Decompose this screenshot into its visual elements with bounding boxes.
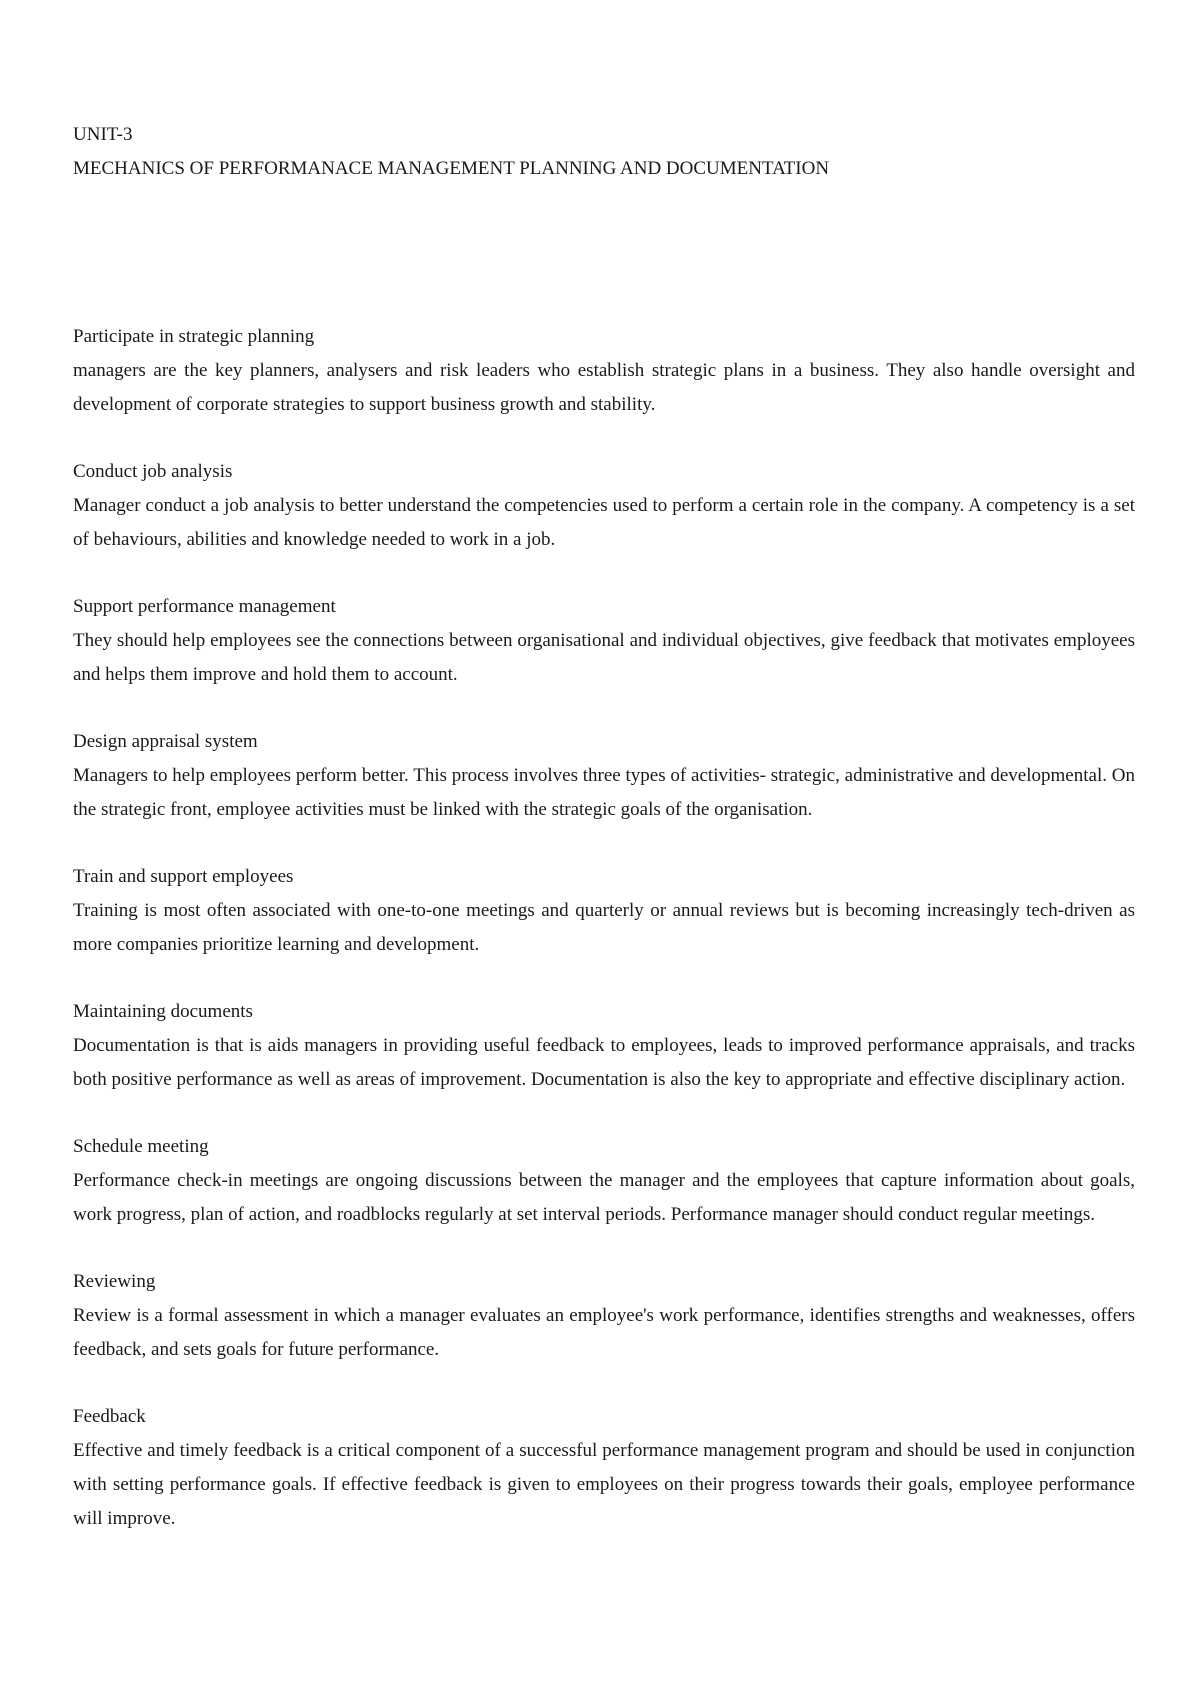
section-text: Performance check-in meetings are ongoing discussions between the manager and the employees that capture information about goals, work progress, plan of action, and roadblocks regularly at set interval periods. Performance manager should conduct regular meetings. <box>73 1170 1135 1225</box>
section-strategic-planning <box>73 320 1135 422</box>
section-feedback <box>73 1400 1135 1536</box>
section-title: Schedule meeting <box>73 1136 209 1157</box>
section-text: Training is most often associated with one-to-one meetings and quarterly or annual reviews but is becoming increasingly tech-driven as more companies prioritize learning and development. <box>73 900 1135 955</box>
document-header <box>73 118 1133 186</box>
section-title: Support performance management <box>73 596 336 617</box>
section-job-analysis <box>73 455 1135 557</box>
section-appraisal-system <box>73 725 1135 827</box>
document-body <box>73 320 1135 1569</box>
section-reviewing <box>73 1265 1135 1367</box>
section-title: Design appraisal system <box>73 731 258 752</box>
section-title: Participate in strategic planning <box>73 326 315 347</box>
section-title: Reviewing <box>73 1271 156 1292</box>
section-text: managers are the key planners, analysers and risk leaders who establish strategic plans in a business. They also handle oversight and development of corporate strategies to support business growth and stability. <box>73 360 1135 415</box>
section-maintaining-documents <box>73 995 1135 1097</box>
section-text: Review is a formal assessment in which a manager evaluates an employee's work performance, identifies strengths and weaknesses, offers feedback, and sets goals for future performance. <box>73 1305 1135 1360</box>
section-text: Manager conduct a job analysis to better understand the competencies used to perform a certain role in the company. A competency is a set of behaviours, abilities and knowledge needed to work in a job. <box>73 495 1135 550</box>
unit-label: UNIT-3 <box>73 124 133 145</box>
section-text: Managers to help employees perform better. This process involves three types of activities- strategic, administrative and developmental. On the strategic front, employee activities must be linked with the strategic goals of the organisation. <box>73 765 1135 820</box>
section-schedule-meeting <box>73 1130 1135 1232</box>
section-title: Conduct job analysis <box>73 461 233 482</box>
section-title: Train and support employees <box>73 866 294 887</box>
section-text: Documentation is that is aids managers in providing useful feedback to employees, leads to improved performance appraisals, and tracks both positive performance as well as areas of improvement. Documentation is also the key to appropriate and effective disciplinary action. <box>73 1035 1135 1090</box>
section-text: They should help employees see the connections between organisational and individual objectives, give feedback that motivates employees and helps them improve and hold them to account. <box>73 630 1135 685</box>
section-train-employees <box>73 860 1135 962</box>
section-performance-management <box>73 590 1135 692</box>
document-title: MECHANICS OF PERFORMANACE MANAGEMENT PLANNING AND DOCUMENTATION <box>73 158 830 179</box>
section-title: Maintaining documents <box>73 1001 253 1022</box>
section-text: Effective and timely feedback is a critical component of a successful performance management program and should be used in conjunction with setting performance goals. If effective feedback is given to employees on their progress towards their goals, employee performance will improve. <box>73 1440 1135 1529</box>
section-title: Feedback <box>73 1406 146 1427</box>
